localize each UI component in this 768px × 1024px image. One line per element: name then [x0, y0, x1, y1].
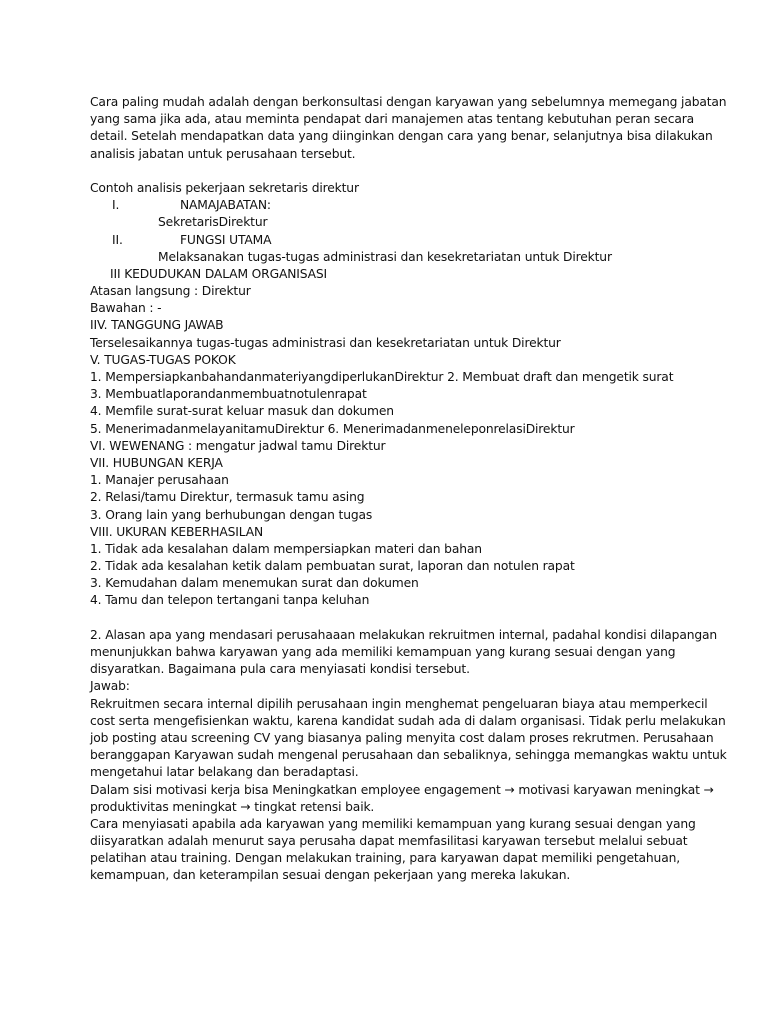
list-item: 1. MempersiapkanbahandanmateriyangdiperlukanDirektur 2. Membuat draft dan mengetik surat [90, 370, 674, 384]
section-1-value-line [90, 214, 690, 231]
intro-line: Cara paling mudah adalah dengan berkonsultasi dengan karyawan yang sebelumnya memegang jabatan [90, 95, 727, 109]
section-2-number: II. [112, 232, 123, 247]
section-3-heading: III KEDUDUKAN DALAM ORGANISASI [110, 266, 328, 281]
section-7-heading: VII. HUBUNGAN KERJA [90, 455, 223, 470]
intro-line: detail. Setelah mendapatkan data yang diinginkan dengan cara yang benar, selanjutnya bisa dilakukan [90, 129, 713, 144]
section-2-value-line [90, 249, 690, 266]
question-line: 2. Alasan apa yang mendasari perusahaaan melakukan rekruitmen internal, padahal kondisi dilapangan [90, 627, 718, 642]
answer-line: produktivitas meningkat → tingkat retensi baik. [90, 799, 375, 814]
section-2-heading [90, 232, 690, 249]
section-3-heading-line [90, 266, 690, 283]
section-6-heading: VI. WEWENANG : mengatur jadwal tamu Direktur [90, 438, 386, 453]
list-item: 1. Tidak ada kesalahan dalam mempersiapkan materi dan bahan [90, 541, 482, 556]
answer-line: Rekruitmen secara internal dipilih perusahaan ingin menghemat pengeluaran biaya atau memperkecil [90, 696, 708, 711]
spacer [90, 163, 690, 180]
list-item: 4. Memfile surat-surat keluar masuk dan dokumen [90, 404, 394, 419]
document-body [90, 94, 727, 885]
answer-line: kemampuan, dan keterampilan sesuai dengan pekerjaan yang mereka lakukan. [90, 868, 571, 883]
section-4-value: Terselesaikannya tugas-tugas administrasi dan kesekretariatan untuk Direktur [90, 335, 561, 350]
section-4-heading: IIV. TANGGUNG JAWAB [90, 318, 224, 333]
example-title: Contoh analisis pekerjaan sekretaris direktur [90, 180, 359, 195]
question-line: disyaratkan. Bagaimana pula cara menyiasati kondisi tersebut. [90, 662, 470, 677]
list-item: 3. Membuatlaporandanmembuatnotulenrapat [90, 387, 367, 402]
intro-line: analisis jabatan untuk perusahaan tersebut. [90, 146, 356, 161]
spacer [90, 610, 690, 627]
answer-line: cost serta mengefisienkan waktu, karena kandidat sudah ada di dalam organisasi. Tidak perlu melakukan [90, 713, 726, 728]
question-line: menunjukkan bahwa karyawan yang ada memiliki kemampuan yang kurang sesuai dengan yang [90, 645, 676, 659]
list-item: 3. Kemudahan dalam menemukan surat dan dokumen [90, 576, 419, 591]
section-8-heading: VIII. UKURAN KEBERHASILAN [90, 524, 264, 539]
section-5-heading: V. TUGAS-TUGAS POKOK [90, 352, 236, 367]
intro-line: yang sama jika ada, atau meminta pendapat dari manajemen atas tentang kebutuhan peran secara [90, 112, 694, 127]
section-3-atasan: Atasan langsung : Direktur [90, 284, 251, 299]
answer-label: Jawab: [90, 679, 130, 694]
list-item: 1. Manajer perusahaan [90, 473, 229, 488]
answer-line: job posting atau screening CV yang biasanya paling menyita cost dalam proses rekrutmen. Perusahaan [90, 730, 714, 745]
answer-line: diisyaratkan adalah menurut saya perusaha dapat memfasilitasi karyawan tersebut melalui sebuat [90, 834, 688, 849]
section-1-label: NAMAJABATAN: [180, 198, 271, 213]
list-item: 2. Relasi/tamu Direktur, termasuk tamu asing [90, 490, 365, 505]
answer-line: mengetahui latar belakang dan beradaptasi. [90, 765, 359, 780]
section-1-number: I. [112, 198, 120, 213]
list-item: 3. Orang lain yang berhubungan dengan tugas [90, 507, 373, 522]
section-1-value: SekretarisDirektur [158, 215, 268, 230]
answer-line: beranggapan Karyawan sudah mengenal perusahaan dan sebaliknya, sehingga memangkas waktu untuk [90, 748, 727, 763]
answer-line: Cara menyiasati apabila ada karyawan yang memiliki kemampuan yang kurang sesuai dengan yang [90, 816, 696, 831]
list-item: 5. MenerimadanmelayanitamuDirektur 6. MenerimadanmeneleponrelasiDirektur [90, 421, 575, 436]
section-3-bawahan: Bawahan : - [90, 301, 162, 316]
list-item: 2. Tidak ada kesalahan ketik dalam pembuatan surat, laporan dan notulen rapat [90, 559, 575, 574]
answer-line: Dalam sisi motivasi kerja bisa Meningkatkan employee engagement → motivasi karyawan meningkat → [90, 782, 714, 797]
section-2-label: FUNGSI UTAMA [180, 232, 272, 247]
section-2-value: Melaksanakan tugas-tugas administrasi dan kesekretariatan untuk Direktur [158, 249, 612, 264]
section-1-heading [90, 197, 690, 214]
list-item: 4. Tamu dan telepon tertangani tanpa keluhan [90, 593, 370, 608]
answer-line: pelatihan atau training. Dengan melakukan training, para karyawan dapat memiliki pengetahuan, [90, 851, 680, 866]
